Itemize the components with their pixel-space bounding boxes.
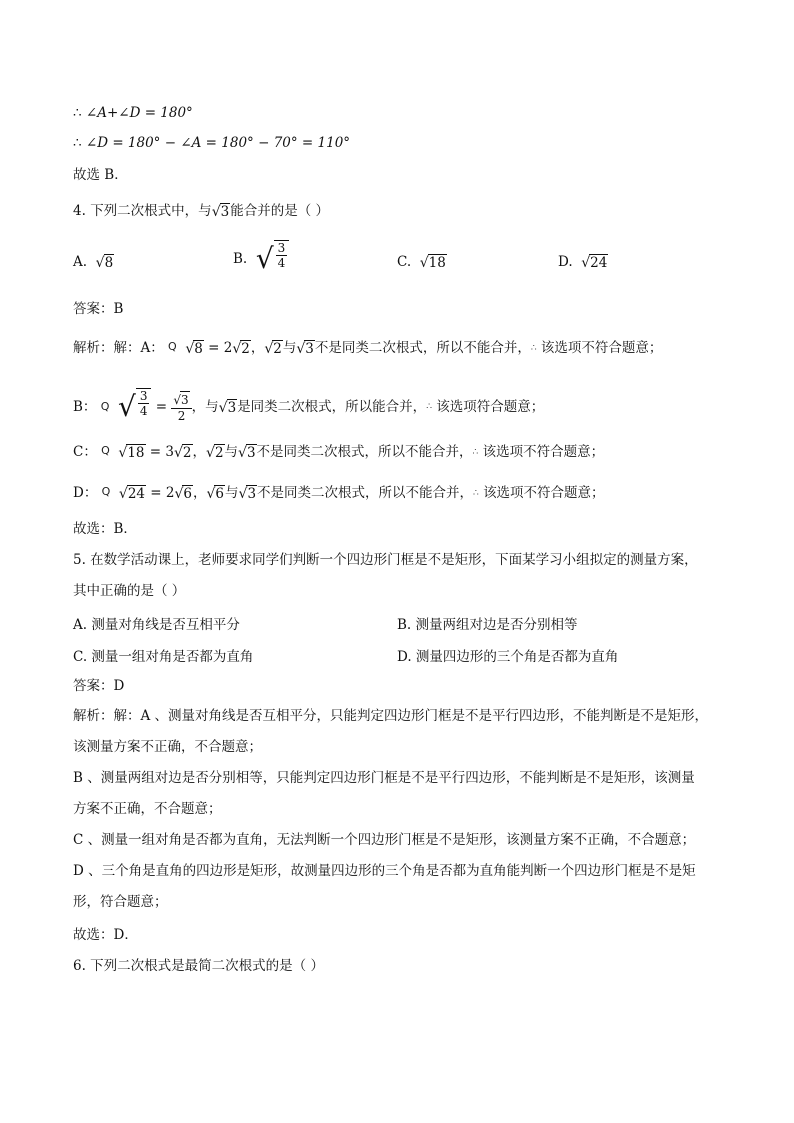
- q4-option-a: A. √ 8: [73, 254, 114, 271]
- q5-analysis-7: 形，符合题意；: [73, 894, 168, 910]
- equation: ∠D = 180° − ∠A = 180° − 70° = 110°: [85, 135, 351, 151]
- equation: ∠A+∠D = 180°: [85, 105, 193, 121]
- q4-analysis-b: B： Q √ $\frac{3}{4}$ = √ 3 2 ，与 √ 3 是同类二次根式，所以能合并，∴ 该选项符合题意；: [73, 388, 544, 426]
- q5-stem-line-1: 5. 在数学活动课上，老师要求同学们判断一个四边形门框是不是矩形，下面某学习小组拟定的测量方案，: [73, 552, 698, 568]
- therefore-symbol: ∴: [73, 105, 82, 121]
- proof-line-1: [73, 103, 193, 123]
- q5-option-b: B. 测量两组对边是否分别相等: [397, 617, 578, 633]
- q4-option-c: C. √ 18: [397, 254, 446, 271]
- q5-analysis-5: C 、测量一组对角是否都为直角，无法判断一个四边形门框是不是矩形，该测量方案不正确，不合题意；: [73, 832, 696, 848]
- q5-stem-line-2: 其中正确的是（ ）: [73, 583, 186, 599]
- q4-analysis-d: D： Q √ 24 = 2 √ 6 ， √ 6 与 √ 3 不是同类二次根式，所以不能合并，∴ 该选项不符合题意；: [73, 485, 605, 502]
- q5-answer: 答案：D: [73, 678, 125, 694]
- q5-analysis-3: B 、测量两组对边是否分别相等，只能判定四边形门框是不是平行四边形，不能判断是不是矩形，该测量: [73, 770, 695, 786]
- therefore-symbol: ∴: [73, 135, 82, 151]
- q4-choice: 故选：B．: [73, 521, 137, 537]
- q5-option-c: C. 测量一组对角是否都为直角: [73, 649, 254, 665]
- q5-analysis-1: 解析：解：A 、测量对角线是否互相平分，只能判定四边形门框是不是平行四边形，不能判断是不是矩形，: [73, 708, 709, 724]
- q4-analysis-c: C： Q √ 18 = 3 √ 2 ， √ 2 与 √ 3 不是同类二次根式，所以不能合并，∴ 该选项不符合题意；: [73, 444, 605, 461]
- q4-stem: 4. 下列二次根式中，与 √ 3 能合并的是（ ）: [73, 203, 329, 220]
- because-symbol: Q: [100, 400, 110, 413]
- q5-analysis-6: D 、三个角是直角的四边形是矩形，故测量四边形的三个角是否都为直角能判断一个四边形门框是不是矩: [73, 863, 696, 879]
- q6-stem: 6. 下列二次根式是最简二次根式的是（ ）: [73, 958, 324, 974]
- proof-choice: 故选 B．: [73, 167, 128, 183]
- therefore-icon: ∴: [530, 343, 537, 354]
- because-symbol: Q: [168, 340, 177, 353]
- therefore-icon: ∴: [472, 447, 479, 458]
- therefore-icon: ∴: [473, 488, 479, 499]
- q5-option-a: A. 测量对角线是否互相平分: [73, 617, 240, 633]
- q5-option-d: D. 测量四边形的三个角是否都为直角: [397, 649, 619, 665]
- q4-option-b: B. √ $\frac{3}{4}$: [233, 240, 289, 278]
- sqrt-expr: √ 3: [211, 204, 230, 220]
- therefore-icon: ∴: [426, 402, 432, 412]
- q4-answer: 答案：B: [73, 301, 124, 317]
- q5-analysis-2: 该测量方案不正确，不合题意；: [73, 739, 262, 755]
- because-symbol: Q: [101, 444, 110, 457]
- q5-analysis-4: 方案不正确，不合题意；: [73, 801, 222, 817]
- because-symbol: Q: [101, 485, 111, 498]
- proof-line-2: [73, 133, 350, 153]
- q4-option-d: D. √ 24: [558, 254, 608, 271]
- q4-analysis-a: 解析：解：A： Q √ 8 = 2 √ 2 ， √ 2 与 √ 3 不是同类二次根式，所以不能合并，∴ 该选项不符合题意；: [73, 340, 663, 357]
- q5-choice: 故选：D．: [73, 927, 138, 943]
